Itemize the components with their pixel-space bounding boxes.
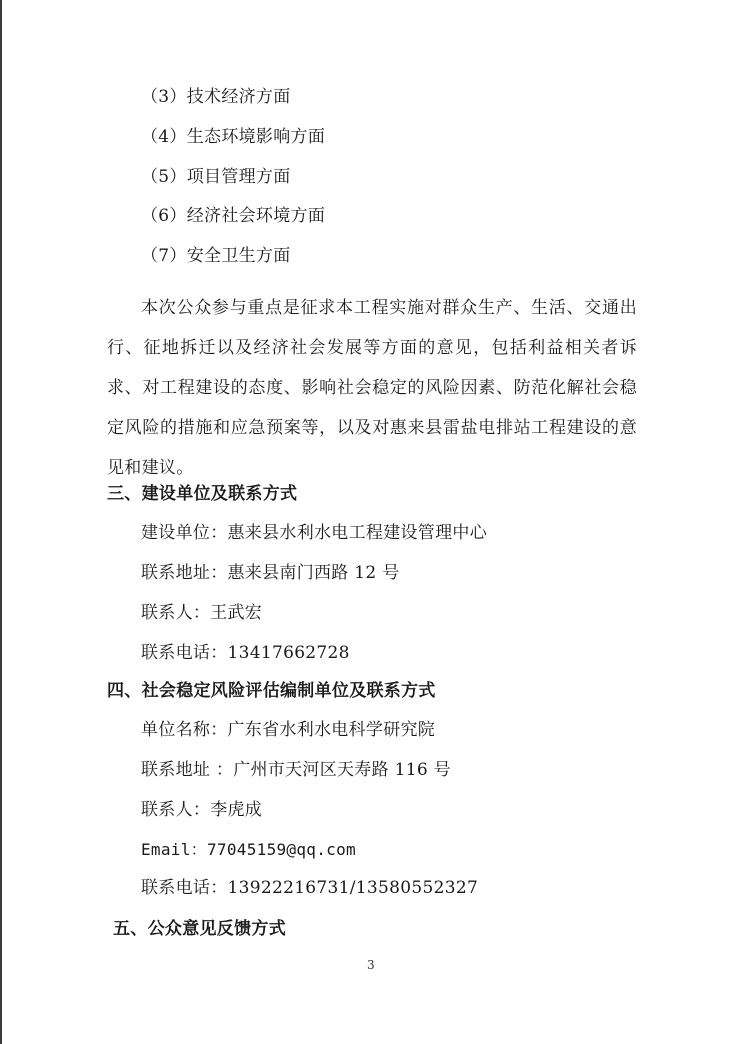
list-item: （5）项目管理方面	[141, 167, 291, 187]
contact-phone	[141, 877, 478, 899]
contact-email	[141, 839, 356, 861]
contact-person: 联系人：王武宏	[141, 603, 263, 623]
section-heading: 四、社会稳定风险评估编制单位及联系方式	[107, 681, 436, 701]
contact-address: 联系地址：惠来县南门西路 12 号	[141, 563, 400, 583]
assessment-unit: 单位名称：广东省水利水电科学研究院	[141, 720, 436, 740]
list-item: （3）技术经济方面	[141, 87, 291, 107]
list-item: （7）安全卫生方面	[141, 246, 291, 266]
body-paragraph: 本次公众参与重点是征求本工程实施对群众生产、生活、交通出行、征地拆迁以及经济社会发展等方面的意见，包括利益相关者诉求、对工程建设的态度、影响社会稳定的风险因素、防范化解社会稳定风险的措施和应急预案等，以及对惠来县雷盐电排站工程建设的意见和建议。	[107, 298, 637, 478]
section-heading: 三、建设单位及联系方式	[107, 484, 298, 504]
phone-number: 13922216731/13580552327	[227, 878, 479, 898]
phone-label: 联系电话：	[141, 643, 228, 663]
page-number: 3	[367, 958, 375, 972]
section-heading: 五、公众意见反馈方式	[113, 919, 286, 939]
phone-number: 13417662728	[227, 643, 350, 663]
phone-label: 联系电话：	[141, 878, 228, 898]
email-label: Email：	[141, 840, 207, 859]
contact-phone	[141, 642, 350, 664]
list-item: （6）经济社会环境方面	[141, 206, 326, 226]
construction-unit: 建设单位：惠来县水利水电工程建设管理中心	[141, 523, 487, 543]
contact-person: 联系人：李虎成	[141, 800, 263, 820]
contact-address: 联系地址 ：广州市天河区天寿路 116 号	[141, 760, 451, 780]
page-left-border	[0, 0, 2, 1044]
list-item: （4）生态环境影响方面	[141, 127, 326, 147]
email-address: 77045159@qq.com	[206, 840, 356, 859]
